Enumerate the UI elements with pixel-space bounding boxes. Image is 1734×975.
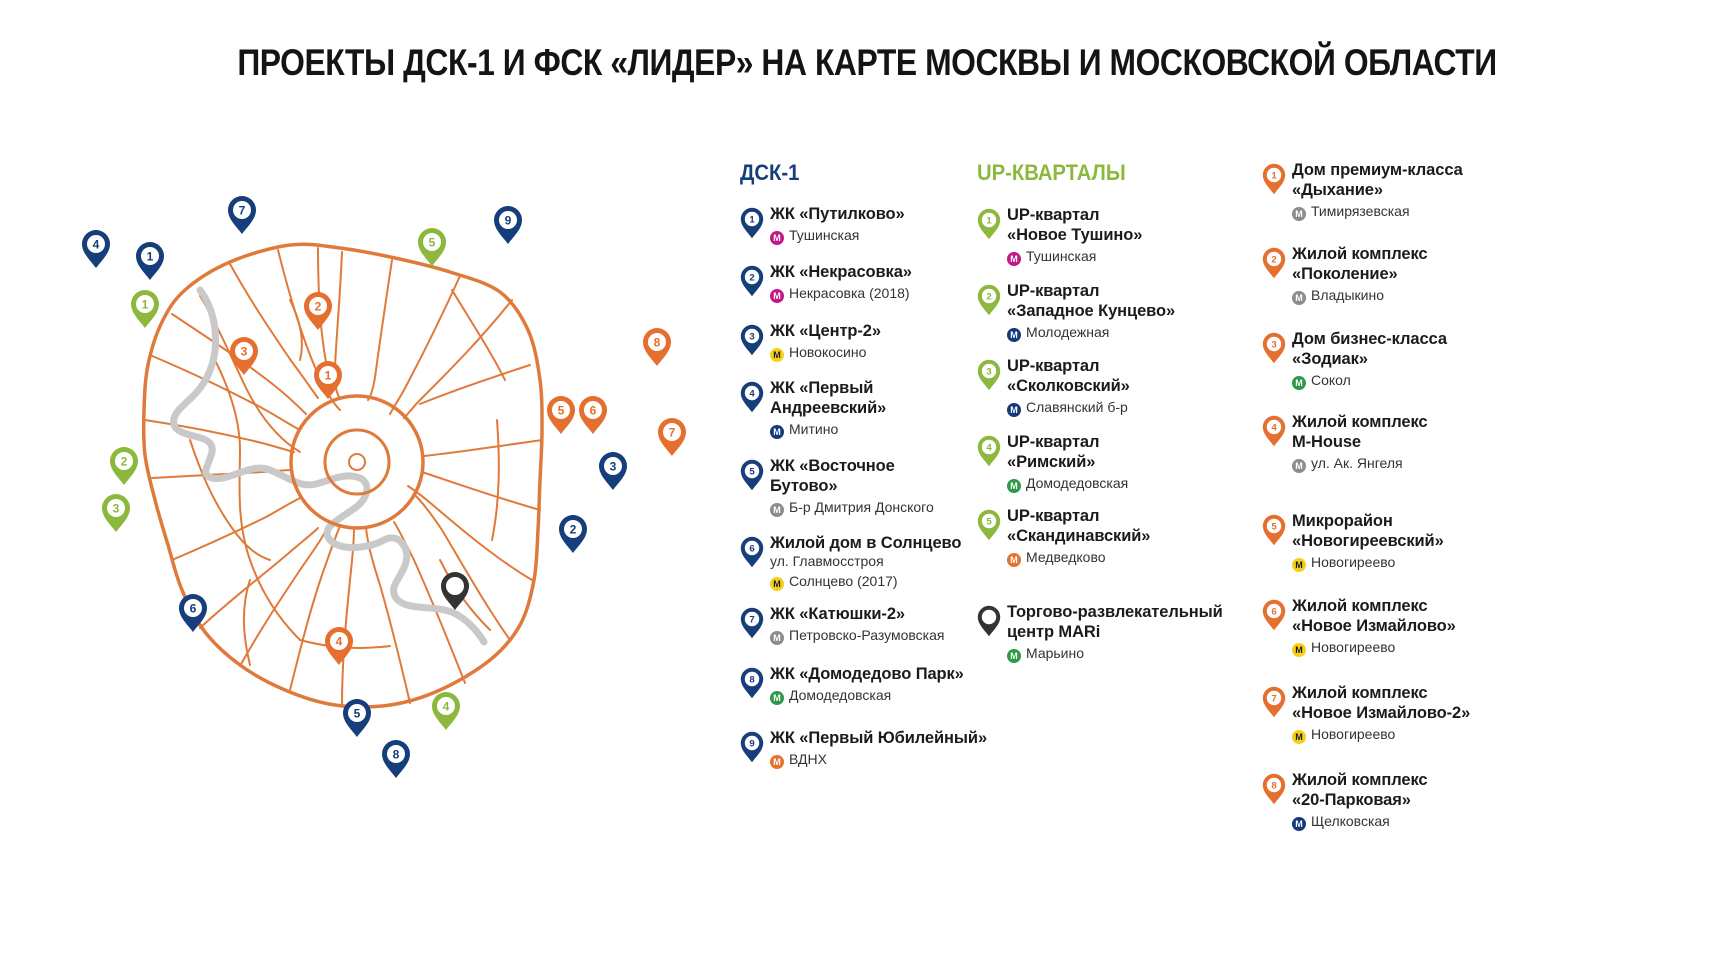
map-pin-up-5: [418, 228, 446, 266]
legend-pin-marker: [741, 208, 763, 238]
legend-pin-marker: [978, 510, 1000, 540]
metro-station: [1292, 554, 1395, 572]
metro-station-name: Некрасовка (2018): [789, 285, 910, 301]
metro-station: [1007, 475, 1128, 493]
map-pin-lider-7: [658, 418, 686, 456]
legend-pin-marker: [978, 606, 1000, 636]
metro-station: [1007, 399, 1128, 417]
legend-pin-marker: [1263, 416, 1285, 446]
metro-station-name: Новогиреево: [1311, 726, 1396, 742]
legend-pin-marker: [978, 436, 1000, 466]
project-name: Жилой комплекс «Новое Измайлово»: [1292, 597, 1456, 635]
project-name: Жилой дом в Солнцево: [770, 534, 962, 552]
legend-pin-icon: [1262, 414, 1286, 448]
metro-station: [1292, 372, 1351, 390]
legend-pin-icon: [1262, 772, 1286, 806]
metro-station-name: ул. Ак. Янгеля: [1311, 455, 1403, 471]
legend-pin-icon: [1262, 513, 1286, 547]
legend-pin-icon: [740, 730, 764, 764]
road-15: [290, 526, 340, 690]
pin-number: 8: [392, 747, 400, 762]
map-pin-dsk-1: [136, 242, 164, 280]
metro-icon: М: [1007, 479, 1021, 493]
pin-number: 5: [557, 403, 565, 418]
project-name: UP-квартал «Римский»: [1007, 433, 1100, 471]
pin-center: [446, 577, 464, 595]
legend-pin-marker: [1263, 333, 1285, 363]
map-pin-lider-2: [304, 292, 332, 330]
pin-number: 6: [1271, 606, 1277, 618]
metro-station: [1007, 549, 1106, 567]
metro-icon: М: [1007, 403, 1021, 417]
metro-station: [1007, 645, 1084, 663]
metro-station: [1007, 248, 1096, 266]
project-name: Жилой комплекс «Новое Измайлово-2»: [1292, 684, 1471, 722]
metro-icon: М: [770, 231, 784, 245]
metro-station: [770, 421, 838, 439]
metro-station-name: Домодедовская: [789, 687, 892, 703]
metro-icon: М: [1292, 817, 1306, 831]
project-name: ЖК «Домодедово Парк»: [770, 665, 964, 683]
metro-icon: М: [770, 577, 784, 591]
garden-ring: [325, 430, 389, 494]
legend-pin-marker: [741, 266, 763, 296]
legend-pin-marker: [741, 537, 763, 567]
legend-pin-icon: [1262, 598, 1286, 632]
project-name: ЖК «Путилково»: [770, 205, 905, 223]
metro-station-name: Молодежная: [1026, 324, 1110, 340]
metro-icon: М: [1292, 643, 1306, 657]
road-10: [408, 486, 532, 580]
map-pin-lider-6: [579, 396, 607, 434]
pin-number: 2: [120, 454, 128, 469]
pin-number: 3: [749, 331, 755, 343]
project-name: Жилой комплекс М-House: [1292, 413, 1428, 451]
project-name: Жилой комплекс «20-Парковая»: [1292, 771, 1428, 809]
metro-station-name: Щелковская: [1311, 813, 1390, 829]
project-name: Жилой комплекс «Поколение»: [1292, 245, 1428, 283]
metro-station-name: Митино: [789, 421, 839, 437]
metro-station-name: Тушинская: [789, 227, 860, 243]
project-name: Микрорайон «Новогиреевский»: [1292, 512, 1444, 550]
legend-pin-icon: [977, 207, 1001, 241]
road-8: [424, 440, 542, 456]
pin-number: 3: [986, 366, 992, 378]
pin-number: 4: [335, 634, 343, 649]
metro-station: [1292, 455, 1403, 473]
legend-pin-icon: [740, 323, 764, 357]
metro-icon: М: [770, 425, 784, 439]
legend-pin-marker: [741, 382, 763, 412]
metro-station: [770, 751, 827, 769]
project-address: ул. Главмосстроя: [770, 553, 884, 569]
pin-number: 8: [653, 335, 661, 350]
metro-icon: М: [770, 631, 784, 645]
legend-pin-marker: [1263, 687, 1285, 717]
legend-pin-icon: [1262, 331, 1286, 365]
map-pin-mari: [441, 572, 469, 610]
metro-icon: М: [1007, 252, 1021, 266]
road-26: [215, 360, 300, 640]
legend-pin-icon: [740, 666, 764, 700]
legend-pin-marker: [741, 608, 763, 638]
road-28: [492, 420, 499, 540]
legend-pin-marker: [978, 285, 1000, 315]
road-25: [190, 440, 270, 560]
pin-number: 5: [749, 466, 755, 478]
pin-number: 2: [749, 272, 755, 284]
road-14: [342, 528, 354, 706]
metro-icon: М: [770, 691, 784, 705]
legend-pin-marker: [978, 209, 1000, 239]
project-name: ЖК «Восточное Бутово»: [770, 457, 895, 495]
metro-station-name: Домодедовская: [1026, 475, 1129, 491]
metro-station-name: Марьино: [1026, 645, 1085, 661]
project-name: Дом премиум-класса «Дыхание»: [1292, 161, 1463, 199]
pin-number: 5: [428, 235, 436, 250]
pin-number: 7: [668, 425, 676, 440]
metro-station-name: Сокол: [1311, 372, 1351, 388]
metro-station: [770, 573, 898, 591]
metro-icon: М: [1292, 459, 1306, 473]
map-pin-lider-4: [325, 627, 353, 665]
road-18: [172, 498, 300, 560]
project-name: UP-квартал «Скандинавский»: [1007, 507, 1151, 545]
moscow-map: [0, 0, 740, 975]
legend-pin-icon: [740, 535, 764, 569]
map-pin-lider-5: [547, 396, 575, 434]
legend-pin-marker: [1263, 248, 1285, 278]
legend-pin-marker: [978, 360, 1000, 390]
legend-pin-marker: [741, 732, 763, 762]
map-pin-dsk-7: [228, 196, 256, 234]
project-name: ЖК «Центр-2»: [770, 322, 881, 340]
pin-number: 4: [442, 699, 450, 714]
pin-number: 4: [92, 237, 100, 252]
legend-pin-marker: [1263, 515, 1285, 545]
legend-pin-icon: [977, 508, 1001, 542]
metro-icon: М: [1292, 376, 1306, 390]
pin-number: 7: [749, 614, 755, 626]
metro-station: [1292, 203, 1410, 221]
pin-number: 6: [589, 403, 597, 418]
moskva-river: [174, 290, 484, 642]
metro-station: [1292, 726, 1395, 744]
pin-number: 1: [146, 249, 154, 264]
metro-icon: М: [770, 755, 784, 769]
pin-number: 4: [1271, 422, 1277, 434]
pin-number: 3: [1271, 339, 1277, 351]
metro-station: [1292, 813, 1390, 831]
legend-pin-marker: [1263, 164, 1285, 194]
metro-icon: М: [1292, 207, 1306, 221]
project-name: Торгово-развлекательный центр MARi: [1007, 603, 1223, 641]
metro-station-name: Тушинская: [1026, 248, 1097, 264]
pin-number: 8: [1271, 780, 1277, 792]
pin-number: 1: [141, 297, 149, 312]
map-pin-dsk-9: [494, 206, 522, 244]
road-20: [145, 420, 294, 452]
legend-pin-icon: [977, 604, 1001, 638]
map-pin-lider-8: [643, 328, 671, 366]
map-pin-up-2: [110, 447, 138, 485]
pin-number: 1: [749, 214, 755, 226]
pin-number: 6: [189, 601, 197, 616]
legend-pin-marker: [1263, 600, 1285, 630]
metro-station-name: Новогиреево: [1311, 554, 1396, 570]
metro-station: [1007, 324, 1109, 342]
project-name: Дом бизнес-класса «Зодиак»: [1292, 330, 1447, 368]
metro-icon: М: [1292, 730, 1306, 744]
project-name: ЖК «Некрасовка»: [770, 263, 912, 281]
map-pin-dsk-4: [82, 230, 110, 268]
map-pins: [82, 196, 686, 778]
pin-number: 3: [112, 501, 120, 516]
metro-icon: М: [1007, 553, 1021, 567]
legend-heading-1: ДСК-1: [740, 160, 800, 185]
metro-icon: М: [770, 503, 784, 517]
pin-number: 3: [240, 344, 248, 359]
metro-icon: М: [1292, 558, 1306, 572]
metro-station-name: Б-р Дмитрия Донского: [789, 499, 934, 515]
pin-number: 7: [1271, 693, 1277, 705]
legend-pin-icon: [1262, 685, 1286, 719]
map-pin-dsk-3: [599, 452, 627, 490]
legend-pin-icon: [977, 434, 1001, 468]
page-title: ПРОЕКТЫ ДСК-1 И ФСК «ЛИДЕР» НА КАРТЕ МОСКВЫ И МОСКОВСКОЙ ОБЛАСТИ: [237, 42, 1497, 83]
metro-station-name: ВДНХ: [789, 751, 827, 767]
metro-station-name: Новогиреево: [1311, 639, 1396, 655]
metro-station-name: Славянский б-р: [1026, 399, 1128, 415]
metro-station: [770, 687, 891, 705]
pin-number: 1: [986, 215, 992, 227]
pin-number: 2: [986, 291, 992, 303]
pin-number: 2: [569, 522, 577, 537]
map-pin-up-3: [102, 494, 130, 532]
pin-number: 5: [1271, 521, 1277, 533]
project-name: UP-квартал «Новое Тушино»: [1007, 206, 1143, 244]
road-17: [200, 528, 318, 628]
metro-station: [770, 627, 944, 645]
legend-pin-icon: [977, 283, 1001, 317]
metro-station-name: Новокосино: [789, 344, 867, 360]
pin-number: 6: [749, 543, 755, 555]
legend-pin-icon: [740, 458, 764, 492]
road-4: [368, 260, 392, 400]
pin-number: 8: [749, 674, 755, 686]
project-name: ЖК «Первый Юбилейный»: [770, 729, 988, 747]
legend-pin-icon: [1262, 246, 1286, 280]
metro-station-name: Солнцево (2017): [789, 573, 898, 589]
metro-icon: М: [1007, 649, 1021, 663]
legend-pin-marker: [1263, 774, 1285, 804]
metro-station: [770, 285, 910, 303]
project-name: UP-квартал «Западное Кунцево»: [1007, 282, 1176, 320]
project-name: ЖК «Первый Андреевский»: [770, 379, 887, 417]
legend-pin-icon: [740, 380, 764, 414]
legend-pin-marker: [741, 460, 763, 490]
metro-station: [770, 499, 934, 517]
pin-number: 9: [749, 738, 755, 750]
legend-pin-marker: [741, 325, 763, 355]
pin-number: 4: [749, 388, 755, 400]
metro-station-name: Петровско-Разумовская: [789, 627, 945, 643]
project-name: ЖК «Катюшки-2»: [770, 605, 905, 623]
metro-station: [770, 227, 859, 245]
legend-pin-icon: [1262, 162, 1286, 196]
kremlin-ring: [349, 454, 365, 470]
road-23: [230, 264, 318, 398]
legend-pin-icon: [977, 358, 1001, 392]
pin-center: [982, 610, 996, 624]
metro-station-name: Владыкино: [1311, 287, 1384, 303]
metro-station: [770, 344, 866, 362]
map-pin-dsk-2: [559, 515, 587, 553]
metro-icon: М: [770, 289, 784, 303]
legend-heading-2: UP-КВАРТАЛЫ: [977, 160, 1126, 185]
pin-number: 9: [504, 213, 512, 228]
map-pin-dsk-5: [343, 699, 371, 737]
metro-station-name: Медведково: [1026, 549, 1106, 565]
pin-number: 5: [353, 706, 361, 721]
road-30: [244, 580, 250, 665]
pin-number: 2: [314, 299, 322, 314]
map-pin-dsk-8: [382, 740, 410, 778]
road-9: [422, 472, 540, 510]
metro-station: [1292, 639, 1395, 657]
map-pin-up-4: [432, 692, 460, 730]
legend-pin-icon: [740, 264, 764, 298]
map-pin-up-1: [131, 290, 159, 328]
metro-station: [1292, 287, 1384, 305]
project-name: UP-квартал «Сколковский»: [1007, 357, 1130, 395]
pin-number: 2: [1271, 254, 1277, 266]
metro-icon: М: [1007, 328, 1021, 342]
pin-number: 1: [1271, 170, 1277, 182]
metro-station-name: Тимирязевская: [1311, 203, 1410, 219]
road-27: [452, 290, 505, 380]
road-32: [290, 300, 302, 360]
pin-number: 1: [324, 368, 332, 383]
pin-number: 3: [609, 459, 617, 474]
legend-pin-icon: [740, 206, 764, 240]
pin-number: 4: [986, 442, 992, 454]
pin-number: 7: [238, 203, 246, 218]
metro-icon: М: [770, 348, 784, 362]
metro-icon: М: [1292, 291, 1306, 305]
legend-pin-icon: [740, 606, 764, 640]
legend-pin-marker: [741, 668, 763, 698]
pin-number: 5: [986, 516, 992, 528]
